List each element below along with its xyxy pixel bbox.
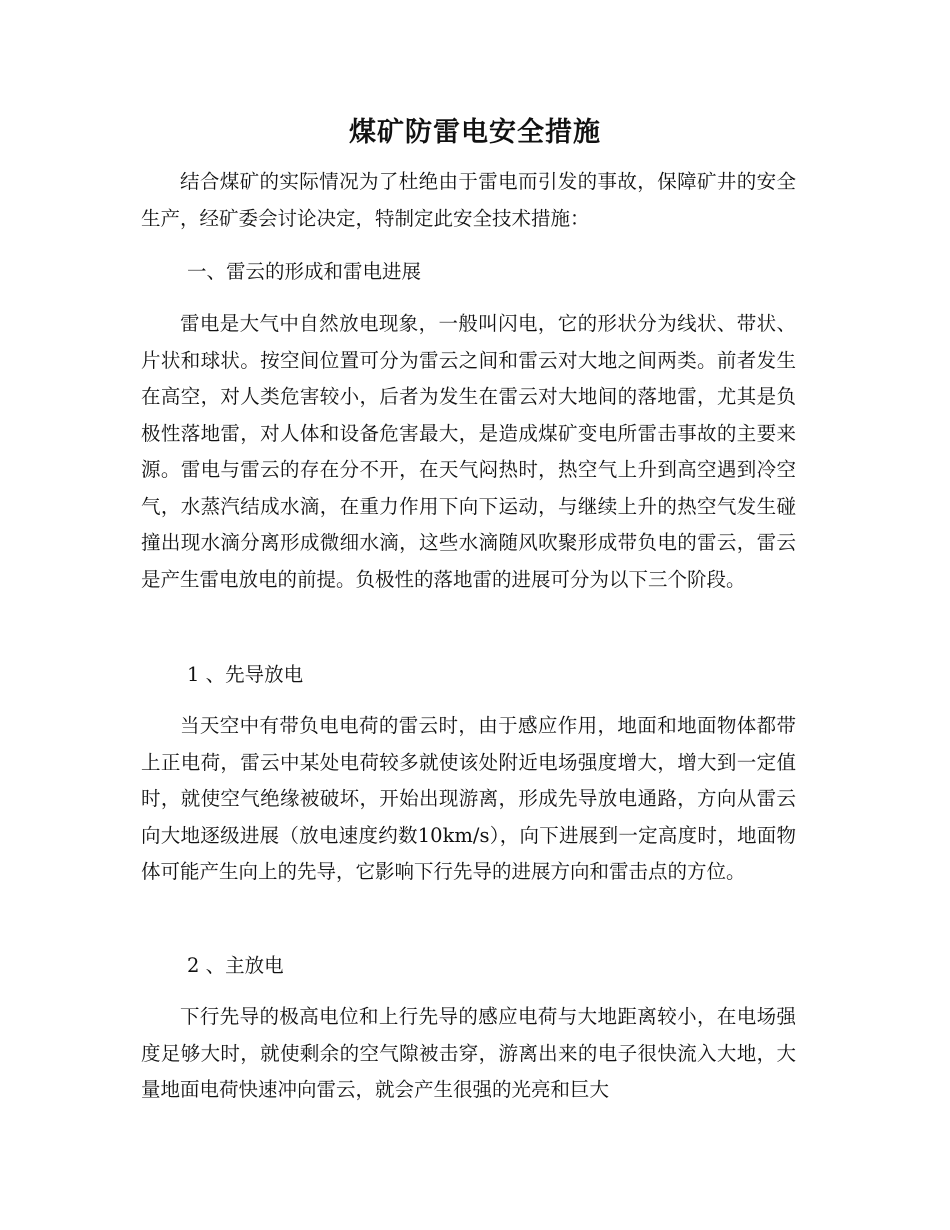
subsection-heading-2: 2 、主放电: [187, 954, 284, 977]
section-heading-1: 一、雷云的形成和雷电进展: [187, 260, 422, 283]
paragraph-leader-discharge: 当天空中有带负电电荷的雷云时，由于感应作用，地面和地面物体都带上正电荷，雷云中某处电荷较多就使该处附近电场强度增大，增大到一定值时，就使空气绝缘被破坏，开始出现游离，形成先导放电通路，方向从雷云向大地逐级进展（放电速度约数10km/s），向下进展到一定高度时，地面物体可能产生向上的先导，它影响下行先导的进展方向和雷击点的方位。: [141, 714, 796, 883]
document-title: 煤矿防雷电安全措施: [349, 117, 601, 148]
subsection-heading-1: 1 、先导放电: [187, 663, 304, 686]
intro-paragraph: 结合煤矿的实际情况为了杜绝由于雷电而引发的事故，保障矿井的安全生产，经矿委会讨论决定，特制定此安全技术措施：: [141, 170, 796, 230]
paragraph-main-discharge: 下行先导的极高电位和上行先导的感应电荷与大地距离较小，在电场强度足够大时，就使剩余的空气隙被击穿，游离出来的电子很快流入大地，大量地面电荷快速冲向雷云，就会产生很强的光亮和巨大: [141, 1005, 796, 1101]
paragraph-lightning-formation: 雷电是大气中自然放电现象，一般叫闪电，它的形状分为线状、带状、片状和球状。按空间位置可分为雷云之间和雷云对大地之间两类。前者发生在高空，对人类危害较小，后者为发生在雷云对大地间的落地雷，尤其是负极性落地雷，对人体和设备危害最大，是造成煤矿变电所雷击事故的主要来源。雷电与雷云的存在分不开，在天气闷热时，热空气上升到高空遇到冷空气，水蒸汽结成水滴，在重力作用下向下运动，与继续上升的热空气发生碰撞出现水滴分离形成微细水滴，这些水滴随风吹聚形成带负电的雷云，雷云是产生雷电放电的前提。负极性的落地雷的进展可分为以下三个阶段。: [141, 312, 796, 591]
